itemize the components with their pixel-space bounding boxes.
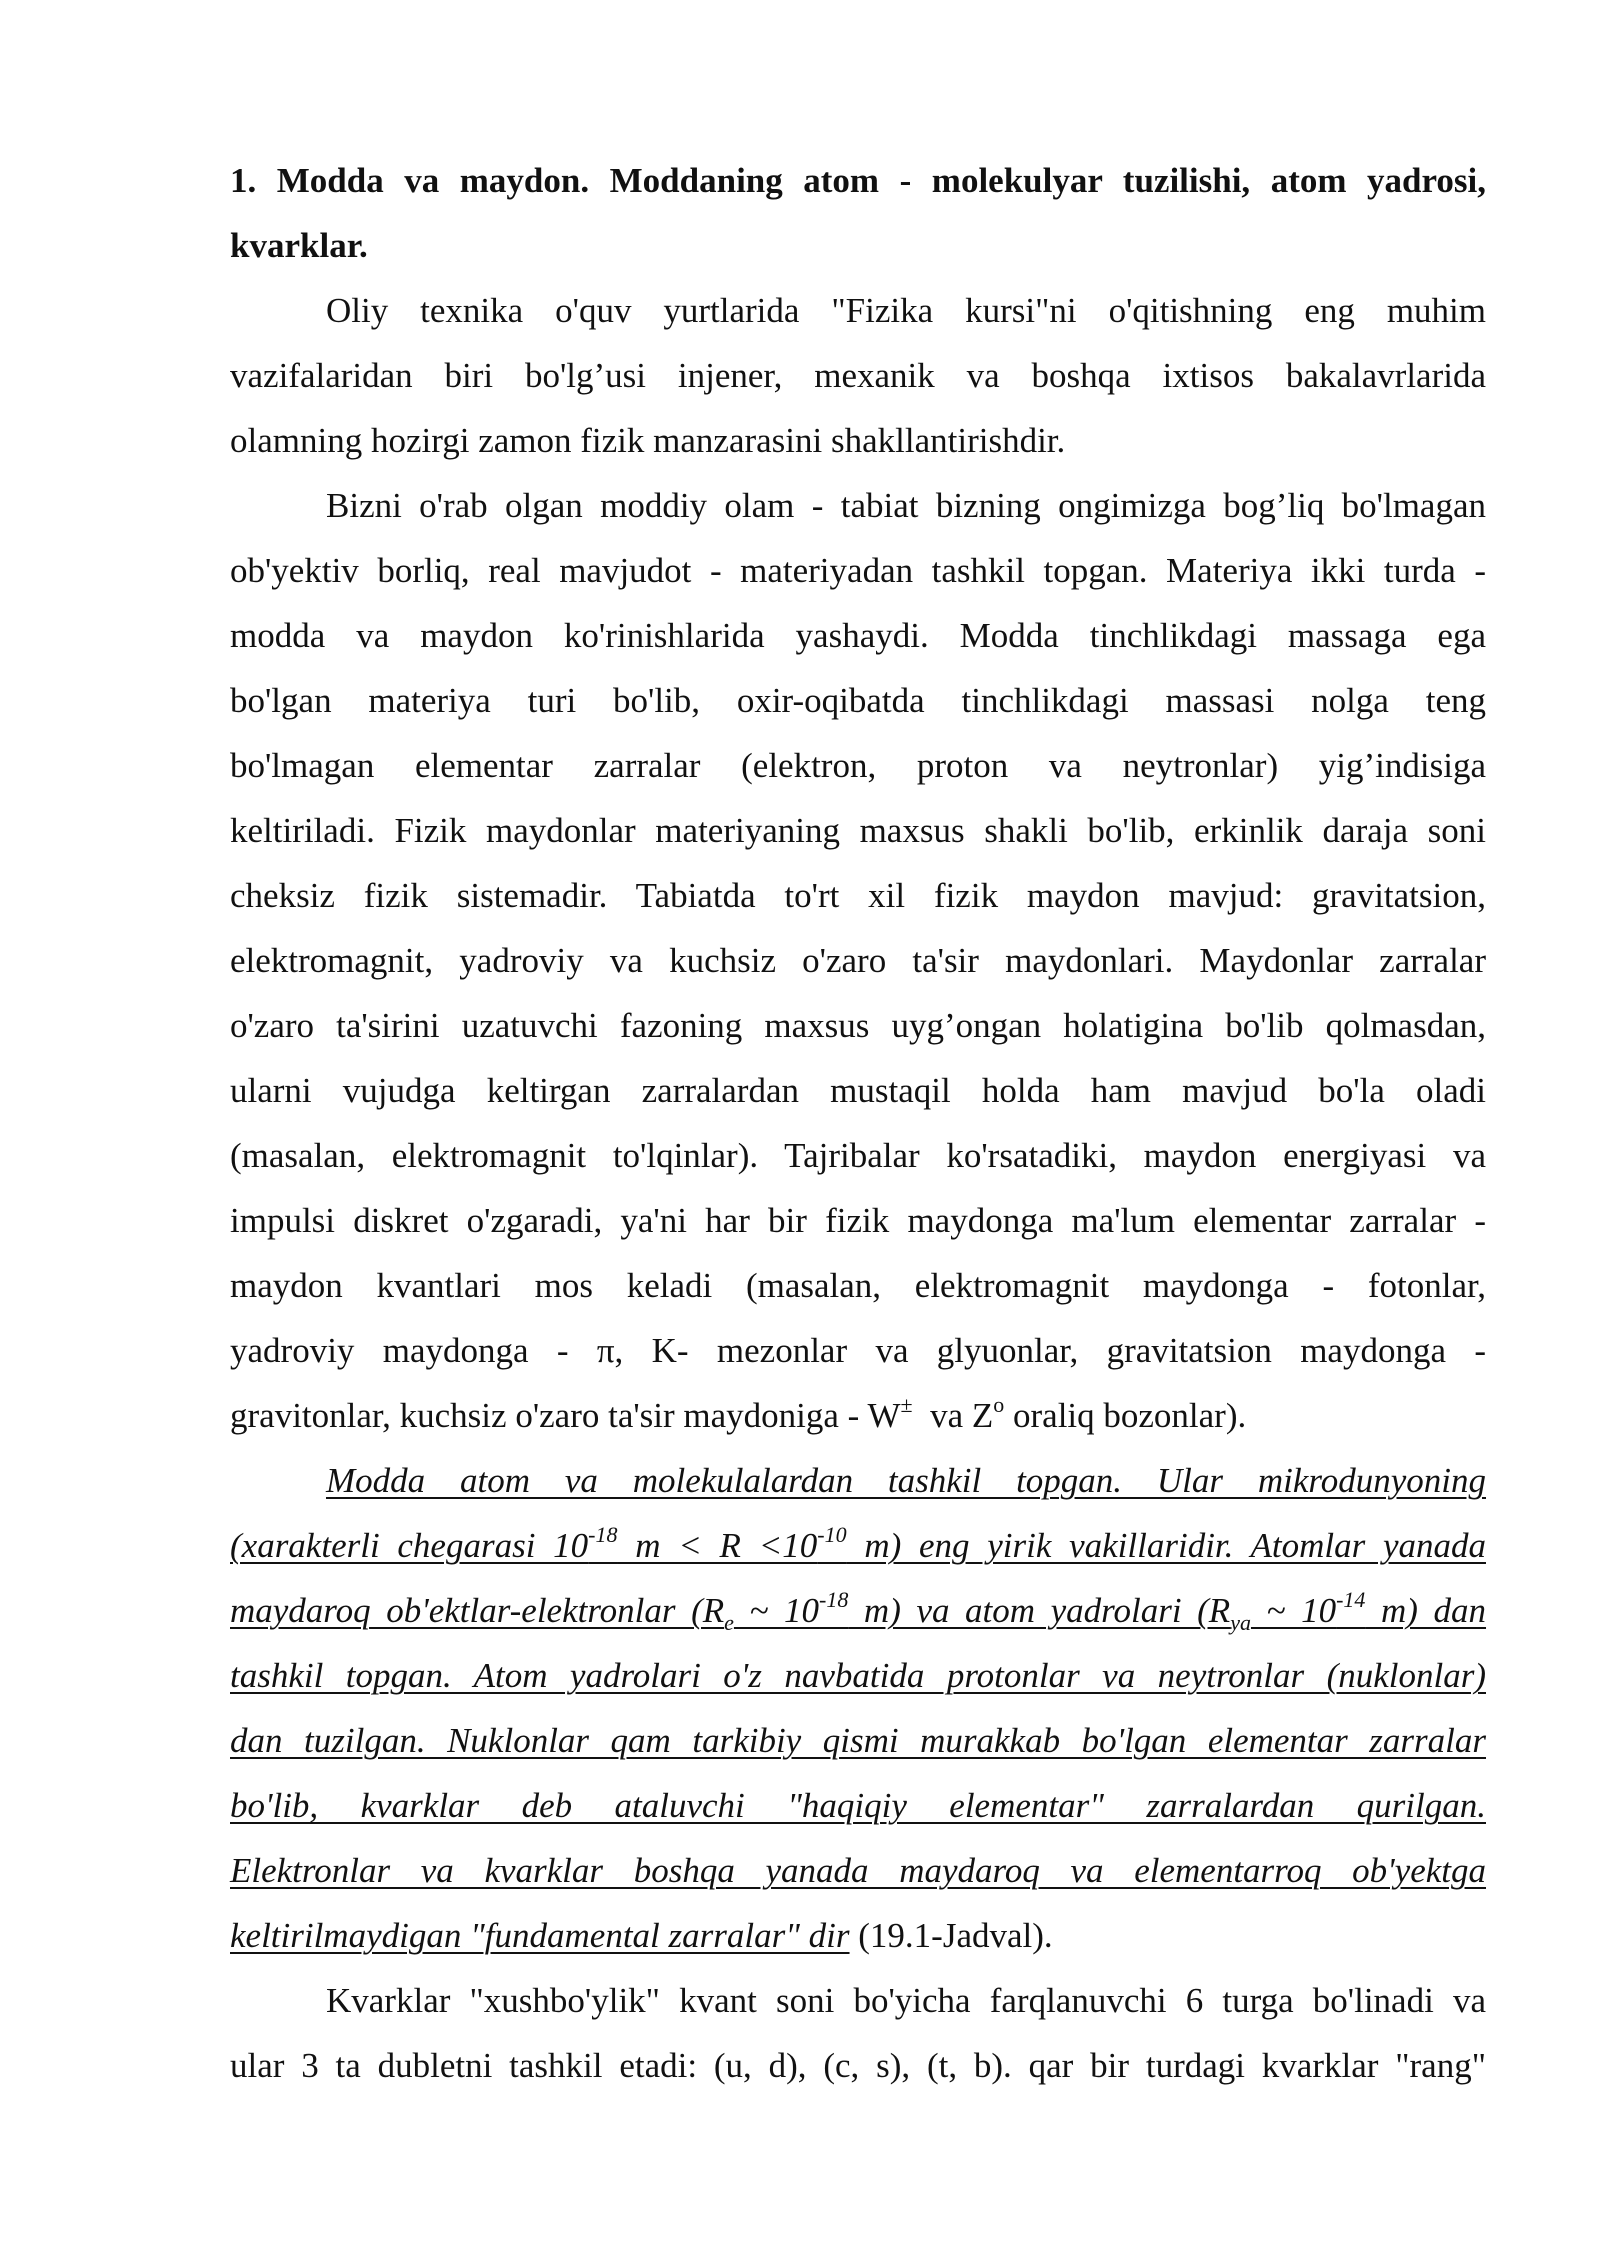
underlined-text: Elektronlar va kvarklar boshqa yanada maydaroq va elementarroq ob'yektga [230,1851,1486,1890]
paragraph-line [230,1643,1486,1708]
paragraph-2 [230,473,1486,1448]
text-run: (xarakterli chegarasi 10 [230,1526,589,1565]
paragraph-line [230,1708,1486,1773]
paragraph-line: elektromagnit, yadroviy va kuchsiz o'zaro ta'sir maydonlari. Maydonlar zarralar [230,941,1486,980]
underlined-text: bo'lib, kvarklar deb ataluvchi "haqiqiy elementar" zarralardan qurilgan. [230,1786,1486,1825]
text-run: maydaroq ob'ektlar-elektronlar (R [230,1591,725,1630]
superscript: ± [900,1392,913,1418]
paragraph-line: ularni vujudga keltirgan zarralardan mustaqil holda ham mavjud bo'la oladi [230,1071,1486,1110]
paragraph-line [230,1448,1486,1513]
paragraph-line [230,1838,1486,1903]
underlined-text: Modda atom va molekulalardan tashkil topgan. Ular mikrodunyoning [326,1461,1486,1500]
text-run: m) dan [1365,1591,1487,1630]
paragraph-line: o'zaro ta'sirini uzatuvchi fazoning maxsus uyg’ongan holatigina bo'lib qolmasdan, [230,1006,1486,1045]
subscript: e [724,1610,734,1635]
paragraph-line: Kvarklar "xushbo'ylik" kvant soni bo'yicha farqlanuvchi 6 turga bo'linadi va [326,1981,1486,2020]
superscript: o [993,1392,1005,1418]
paragraph-line: vazifalaridan biri bo'lg’usi injener, mexanik va boshqa ixtisos bakalavrlarida [230,356,1486,395]
text-run: gravitonlar, kuchsiz o'zaro ta'sir maydoniga - W [230,1396,901,1435]
paragraph-line: Oliy texnika o'quv yurtlarida "Fizika kursi"ni o'qitishning eng muhim [326,291,1486,330]
paragraph-line: impulsi diskret o'zgaradi, ya'ni har bir fizik maydonga ma'lum elementar zarralar - [230,1201,1486,1240]
text-run: m) va atom yadrolari (R [848,1591,1231,1630]
heading-line: kvarklar. [230,226,368,265]
superscript: -14 [1336,1587,1366,1613]
text-run: m) eng yirik vakillaridir. Atomlar yanada [846,1526,1486,1565]
underlined-text [230,1587,1487,1635]
text-run: va Z [912,1396,994,1435]
paragraph-line [230,1578,1486,1643]
superscript: -18 [819,1587,849,1613]
paragraph-line [230,1773,1486,1838]
text-run: (19.1-Jadval). [849,1916,1053,1955]
paragraph-line: modda va maydon ko'rinishlarida yashaydi. Modda tinchlikdagi massaga ega [230,616,1486,655]
paragraph-line: olamning hozirgi zamon fizik manzarasini shakllantirishdir. [230,421,1066,460]
paragraph-line: maydon kvantlari mos keladi (masalan, elektromagnit maydonga - fotonlar, [230,1266,1486,1305]
paragraph-line: keltiriladi. Fizik maydonlar materiyaning maxsus shakli bo'lib, erkinlik daraja soni [230,811,1486,850]
paragraph-4 [230,1968,1486,2098]
text-run: oraliq bozonlar). [1004,1396,1247,1435]
document-page [230,148,1486,2098]
underlined-text: tashkil topgan. Atom yadrolari o'z navbatida protonlar va neytronlar (nuklonlar) [230,1656,1486,1695]
text-run: m < R <10 [617,1526,818,1565]
paragraph-line [230,1513,1486,1578]
subscript: ya [1230,1610,1251,1635]
paragraph-3-underlined [230,1448,1486,1968]
text-run: ~ 10 [1250,1591,1337,1630]
paragraph-line [230,1903,1486,1968]
paragraph-line: ular 3 ta dubletni tashkil etadi: (u, d), (c, s), (t, b). qar bir turdagi kvarklar "rang" [230,2046,1486,2085]
paragraph-line: ob'yektiv borliq, real mavjudot - materiyadan tashkil topgan. Materiya ikki turda - [230,551,1486,590]
text-run: ~ 10 [733,1591,820,1630]
paragraph-line: cheksiz fizik sistemadir. Tabiatda to'rt xil fizik maydon mavjud: gravitatsion, [230,876,1486,915]
underlined-text: dan tuzilgan. Nuklonlar qam tarkibiy qismi murakkab bo'lgan elementar zarralar [230,1721,1486,1760]
paragraph-line: bo'lgan materiya turi bo'lib, oxir-oqibatda tinchlikdagi massasi nolga teng [230,681,1486,720]
underlined-text: keltirilmaydigan "fundamental zarralar" dir [230,1916,850,1955]
heading-line: 1. Modda va maydon. Moddaning atom - molekulyar tuzilishi, atom yadrosi, [230,161,1486,200]
underlined-text [230,1522,1486,1565]
superscript: -10 [817,1522,847,1548]
paragraph-line: Bizni o'rab olgan moddiy olam - tabiat bizning ongimizga bog’liq bo'lmagan [326,486,1486,525]
section-heading [230,148,1486,278]
paragraph-line: yadroviy maydonga - π, K- mezonlar va glyuonlar, gravitatsion maydonga - [230,1331,1486,1370]
paragraph-1 [230,278,1486,473]
paragraph-line: (masalan, elektromagnit to'lqinlar). Tajribalar ko'rsatadiki, maydon energiyasi va [230,1136,1486,1175]
superscript: -18 [588,1522,618,1548]
paragraph-line: bo'lmagan elementar zarralar (elektron, proton va neytronlar) yig’indisiga [230,746,1486,785]
paragraph-line [230,1383,1486,1448]
